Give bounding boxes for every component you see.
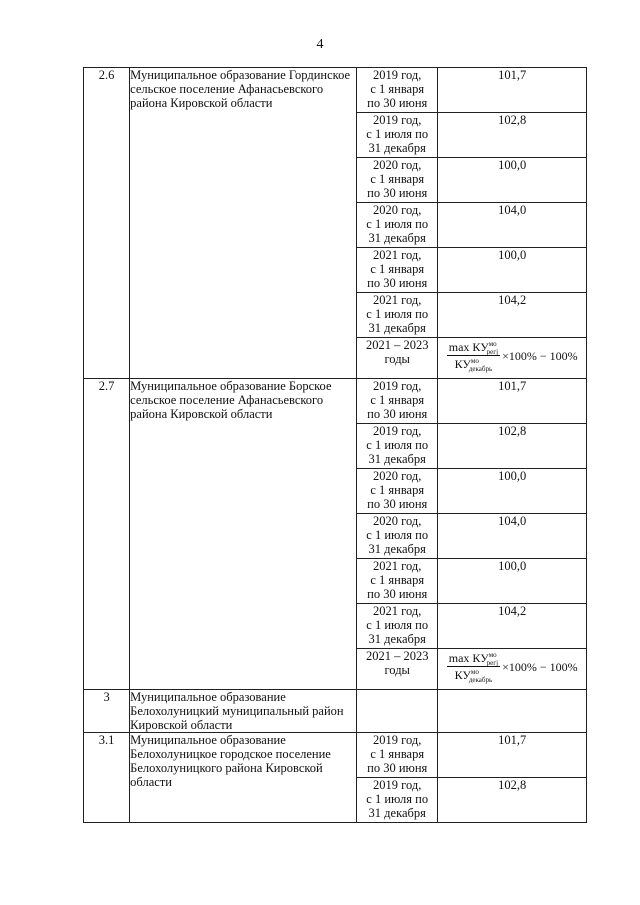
period-cell: [357, 113, 438, 158]
fraction-denominator: [453, 356, 495, 374]
period-cell: [357, 778, 438, 823]
period-cell: [357, 158, 438, 203]
period-line: 2021 год,: [373, 248, 422, 262]
period-line: 31 декабря: [368, 321, 426, 335]
page-number: 4: [316, 37, 324, 52]
section-number: 2.6: [84, 68, 130, 379]
formula: [438, 649, 586, 685]
fraction-numerator: [447, 651, 500, 667]
period-line: по 30 июня: [367, 587, 428, 601]
period-line: 31 декабря: [368, 452, 426, 466]
period-cell: [357, 604, 438, 649]
period-cell: [357, 203, 438, 248]
index-value: 102,8: [438, 424, 587, 469]
period-line: с 1 января: [370, 747, 425, 761]
index-value: [438, 690, 587, 733]
index-value: 104,0: [438, 203, 587, 248]
index-value: 100,0: [438, 559, 587, 604]
index-value: 101,7: [438, 733, 587, 778]
index-value: 101,7: [438, 68, 587, 113]
period-line: 2020 год,: [373, 158, 422, 172]
period-line: 2020 год,: [373, 469, 422, 483]
period-cell: [357, 690, 438, 733]
index-value: 104,0: [438, 514, 587, 559]
period-cell: [357, 379, 438, 424]
municipality-name: Муниципальное образование Борское сельское поселение Афанасьевского района Кировской области: [130, 379, 357, 690]
formula: [438, 338, 586, 374]
period-line: 31 декабря: [368, 141, 426, 155]
municipality-name: Муниципальное образование Гординское сельское поселение Афанасьевского района Кировской области: [130, 68, 357, 379]
period-line: 2021 год,: [373, 604, 422, 618]
denominator-text: КУ: [454, 668, 471, 682]
period-cell: [357, 338, 438, 379]
period-cell: [357, 649, 438, 690]
period-line: с 1 июля по: [366, 792, 429, 806]
period-line: с 1 января: [370, 262, 425, 276]
period-line: по 30 июня: [367, 497, 428, 511]
table-row: [84, 379, 587, 424]
period-line: с 1 января: [370, 172, 425, 186]
period-line: 2019 год,: [373, 68, 422, 82]
period-line: 31 декабря: [368, 632, 426, 646]
period-line: 31 декабря: [368, 542, 426, 556]
index-value: 101,7: [438, 379, 587, 424]
period-line: с 1 января: [370, 573, 425, 587]
index-value: 100,0: [438, 248, 587, 293]
period-cell: [357, 293, 438, 338]
period-cell: [357, 733, 438, 778]
period-line: по 30 июня: [367, 186, 428, 200]
denominator-sub: декабрь: [468, 365, 493, 374]
period-line: с 1 июля по: [366, 217, 429, 231]
numerator-sub: pегj: [486, 348, 499, 357]
formula-tail: ×100% − 100%: [502, 659, 578, 674]
denominator-sup: мо: [470, 357, 479, 365]
period-line: 2019 год,: [373, 778, 422, 792]
section-number: 3: [84, 690, 130, 733]
index-value: 100,0: [438, 469, 587, 514]
period-line: 2019 год,: [373, 733, 422, 747]
municipality-name: Муниципальное образование Белохолуницкое городское поселение Белохолуницкого района Кировской области: [130, 733, 357, 823]
period-line: годы: [384, 352, 410, 366]
table-row: [84, 68, 587, 113]
period-line: с 1 июля по: [366, 438, 429, 452]
formula-cell: [438, 338, 587, 379]
numerator-text: max КУ: [448, 651, 489, 665]
numerator-sub: pегj: [486, 659, 499, 668]
period-cell: [357, 514, 438, 559]
fraction: [447, 340, 500, 374]
table-row: [84, 690, 587, 733]
period-line: с 1 июля по: [366, 307, 429, 321]
period-line: с 1 июля по: [366, 528, 429, 542]
period-line: по 30 июня: [367, 96, 428, 110]
numerator-text: max КУ: [448, 340, 489, 354]
period-line: по 30 июня: [367, 407, 428, 421]
period-line: годы: [384, 663, 410, 677]
period-cell: [357, 68, 438, 113]
period-line: 2020 год,: [373, 514, 422, 528]
period-line: по 30 июня: [367, 276, 428, 290]
period-cell: [357, 559, 438, 604]
index-value: 102,8: [438, 778, 587, 823]
period-line: 31 декабря: [368, 806, 426, 820]
period-line: 2019 год,: [373, 379, 422, 393]
period-line: по 30 июня: [367, 761, 428, 775]
denominator-sub: декабрь: [468, 676, 493, 685]
index-value: 100,0: [438, 158, 587, 203]
period-line: с 1 июля по: [366, 618, 429, 632]
period-line: 2021 год,: [373, 559, 422, 573]
denominator-sup: мо: [470, 668, 479, 676]
section-number: 3.1: [84, 733, 130, 823]
period-line: 31 декабря: [368, 231, 426, 245]
period-cell: [357, 424, 438, 469]
denominator-text: КУ: [454, 357, 471, 371]
period-line: 2019 год,: [373, 424, 422, 438]
formula-tail: ×100% − 100%: [502, 348, 578, 363]
municipality-name: Муниципальное образование Белохолуницкий муниципальный район Кировской области: [130, 690, 357, 733]
period-line: 2019 год,: [373, 113, 422, 127]
period-line: 2020 год,: [373, 203, 422, 217]
formula-cell: [438, 649, 587, 690]
period-cell: [357, 248, 438, 293]
period-cell: [357, 469, 438, 514]
index-value: 104,2: [438, 604, 587, 649]
period-line: 2021 год,: [373, 293, 422, 307]
section-number: 2.7: [84, 379, 130, 690]
table-row: [84, 733, 587, 778]
index-value: 102,8: [438, 113, 587, 158]
period-line: с 1 января: [370, 483, 425, 497]
fraction-numerator: [447, 340, 500, 356]
period-line: с 1 января: [370, 393, 425, 407]
fraction-denominator: [453, 667, 495, 685]
period-line: 2021 – 2023: [365, 338, 429, 352]
fraction: [447, 651, 500, 685]
numerator-sup: мо: [488, 651, 497, 659]
index-value: 104,2: [438, 293, 587, 338]
period-line: с 1 января: [370, 82, 425, 96]
period-line: с 1 июля по: [366, 127, 429, 141]
tariff-table: [83, 67, 587, 823]
numerator-sup: мо: [488, 340, 497, 348]
period-line: 2021 – 2023: [365, 649, 429, 663]
